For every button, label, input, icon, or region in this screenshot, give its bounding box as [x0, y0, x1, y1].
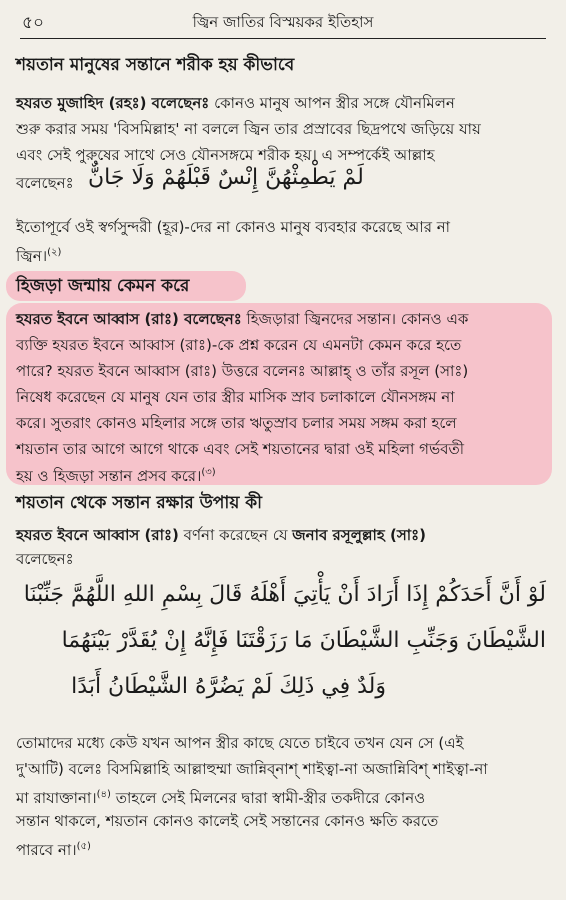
prophet-label: জনাব রসূলুল্লাহ (সাঃ)	[292, 526, 426, 544]
section2-line-2: ব্যক্তি হযরত ইবনে আব্বাস (রাঃ)-কে প্রশ্ন করেন যে এমনটা কেমন করে হতে	[16, 336, 462, 354]
section3-heading: শয়তান থেকে সন্তান রক্ষার উপায় কী	[16, 493, 263, 513]
translation-line-3-start: মা রাযাক্তানা।	[16, 789, 97, 807]
running-header	[0, 10, 566, 32]
section2-line-6: শয়তান তার আগে আগে থাকে এবং সেই শয়তানের দ্বারা ওই মহিলা গর্ভবতী	[16, 440, 465, 458]
section2-line-3: পারে? হযরত ইবনে আব্বাস (রাঃ) উত্তরে বলেনঃ আল্লাহ্ ও তাঁর রসূল (সাঃ)	[16, 362, 469, 380]
footnote-ref-5: (৫)	[76, 841, 91, 852]
section2-heading: হিজড়া জন্মায় কেমন করে	[16, 276, 190, 296]
section3-line-1	[16, 522, 426, 548]
footnote-ref-4: (৪)	[96, 789, 111, 800]
section2-line-5: করে। সুতরাং কোনও মহিলার সঙ্গে তার ঋতুস্রাব চলার সময় সঙ্গম করা হলে	[16, 414, 457, 432]
section2-line-7	[16, 460, 216, 489]
footnote-ref-3: (৩)	[201, 467, 216, 478]
quran-verse: لَمْ يَطْمِثْهُنَّ إِنْسٌ قَبْلَهُمْ وَلَا جَانٌّ	[88, 165, 364, 190]
section1-line-2: শুরু করার সময় 'বিসমিল্লাহ' না বললে জ্বিন তার প্রস্রাবের ছিদ্রপথে জড়িয়ে যায়	[16, 120, 481, 138]
translation-line-2: দু'আটি) বলেঃ বিসমিল্লাহি আল্লাহুম্মা জান্নিব্নাশ্ শাইত্বা-না অজান্নিবিশ্ শাইত্বা-না	[16, 760, 488, 778]
translation-line-5-text: পারবে না।	[16, 841, 77, 859]
narrator-label: হযরত মুজাহিদ (রহঃ) বলেছেনঃ	[16, 94, 210, 112]
section1-line-4: বলেছেনঃ	[16, 174, 74, 192]
page-number: ৫০	[22, 13, 45, 33]
section2-line-1-text: হিজড়ারা জ্বিনদের সন্তান। কোনও এক	[241, 310, 469, 328]
translation-line-5	[16, 834, 91, 863]
translation-line-1: তোমাদের মধ্যে কেউ যখন আপন স্ত্রীর কাছে যেতে চাইবে তখন যেন সে (এই	[16, 734, 464, 752]
header-rule	[20, 38, 546, 39]
section2-line-7-text: হয় ও হিজড়া সন্তান প্রসব করে।	[16, 467, 202, 485]
translation-line-4: সন্তান থাকলে, শয়তান কোনও কালেই সেই সন্তানের কোনও ক্ষতি করতে	[16, 812, 439, 830]
section1-line-6-text: জ্বিন।	[16, 247, 48, 265]
section3-line-1-text: বর্ণনা করেছেন যে	[178, 526, 293, 544]
footnote-ref-2: (২)	[47, 247, 62, 258]
section3-line-2: বলেছেনঃ	[16, 550, 74, 568]
section1-heading: শয়তান মানুষের সন্তানে শরীক হয় কীভাবে	[16, 55, 295, 75]
section1-line-3: এবং সেই পুরুষের সাথে সেও যৌনসঙ্গমে শরীক হয়। এ সম্পর্কেই আল্লাহ	[16, 146, 435, 164]
section2-line-4: নিষেধ করেছেন যে মানুষ যেন তার স্ত্রীর মাসিক স্রাব চলাকালে যৌনসঙ্গম না	[16, 388, 455, 406]
hadith-arabic-line-3: وَلَدٌ فِي ذَلِكَ لَمْ يَضُرَّهُ الشَّيْطَانُ أَبَدًا	[71, 674, 386, 699]
hadith-arabic-line-2: الشَّيْطَانَ وَجَنِّبِ الشَّيْطَانَ مَا رَزَقْتَنَا فَإِنَّهُ إِنْ يُقَدَّرْ بَيْنَهُمَا	[61, 628, 546, 653]
translation-line-3	[16, 782, 425, 811]
section1-line-1-text: কোনও মানুষ আপন স্ত্রীর সঙ্গে যৌনমিলন	[209, 94, 455, 112]
section1-line-6	[16, 240, 61, 269]
book-title: জ্বিন জাতির বিস্ময়কর ইতিহাস	[192, 13, 374, 31]
section2-line-1	[16, 306, 468, 332]
narrator-label: হযরত ইবনে আব্বাস (রাঃ) বলেছেনঃ	[16, 310, 242, 328]
narrator-label: হযরত ইবনে আব্বাস (রাঃ)	[16, 526, 179, 544]
section1-line-1	[16, 90, 455, 116]
section1-line-5: ইতোপূর্বে ওই স্বর্গসুন্দরী (হূর)-দের না কোনও মানুষ ব্যবহার করেছে আর না	[16, 218, 451, 236]
hadith-arabic-line-1: لَوْ أَنَّ أَحَدَكُمْ إِذَا أَرَادَ أَنْ يَأْتِيَ أَهْلَهُ قَالَ بِسْمِ اللهِ اللَّهُمَّ جَنِّبْنَا	[23, 582, 546, 607]
translation-line-3-rest: তাহলে সেই মিলনের দ্বারা স্বামী-স্ত্রীর তকদীরে কোনও	[110, 789, 426, 807]
